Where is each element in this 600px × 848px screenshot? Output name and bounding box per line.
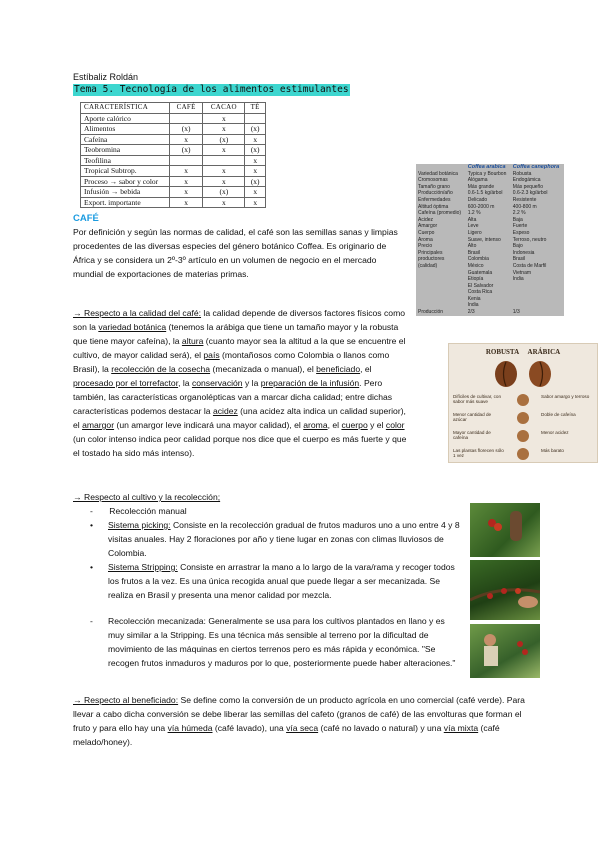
table-row: [81, 166, 266, 177]
dot-bullet: •: [90, 562, 94, 572]
table-row: [81, 113, 266, 124]
stripping-paragraph: [108, 560, 460, 602]
species-cell: Principales: [418, 249, 443, 256]
text-run: (café no lavado o natural) y una: [318, 723, 444, 733]
table-cell: (x): [203, 134, 245, 145]
species-cell: El Salvador: [467, 282, 494, 289]
table-row: [81, 134, 266, 145]
text-run: (un color intenso indica peor calidad porque nos dice que el cuerpo es más fuerte y que el tostado ha sido más intenso).: [73, 434, 407, 458]
table-cell: x: [245, 197, 266, 208]
species-cell: Kenia: [467, 295, 481, 302]
caffeine-icon: [517, 430, 529, 442]
table-cell: [245, 113, 266, 124]
species-cell: Aroma: [418, 236, 433, 243]
table-cell: Aporte calórico: [81, 113, 170, 124]
section-heading-cafe: CAFÉ: [73, 213, 99, 224]
species-cell: Altitud óptima: [418, 203, 449, 210]
species-cell: Cromosomas: [418, 177, 448, 184]
infographic-title: [449, 348, 597, 356]
dot-bullet: •: [90, 520, 94, 530]
table-cell: x: [170, 134, 203, 145]
species-cell: [416, 270, 466, 277]
cultivo-lead: [73, 490, 220, 504]
table-cell: Tropical Subtrop.: [81, 166, 170, 177]
text-run: , la: [178, 378, 192, 388]
species-cell: Más grande: [467, 183, 495, 190]
keyword: cuerpo: [341, 420, 368, 430]
manual-item: [90, 504, 187, 518]
dash-bullet: -: [90, 616, 93, 626]
stripping-title: Sistema Stripping:: [108, 562, 178, 572]
infographic-label: Menor acidez: [541, 430, 569, 435]
species-cell: Endogámica: [512, 177, 541, 184]
table-cell: [170, 113, 203, 124]
picking-photo: [470, 503, 540, 557]
species-row: [416, 309, 564, 316]
species-cell: Variedad botánica: [418, 170, 458, 177]
table-header-cell: CAFÉ: [170, 103, 203, 114]
picking-text: Consiste en la recolección gradual de frutos maduros uno a uno entre 4 y 8 visitas anuales. Hay 2 floraciones por año y tiene lugar en zonas con climas lluviosos de Colombia.: [108, 520, 460, 558]
table-cell: (x): [245, 124, 266, 135]
infographic-label: Difíciles de cultivar, con sabor más suave: [453, 394, 501, 405]
table-cell: (x): [245, 176, 266, 187]
species-cell: Suave, intenso: [467, 236, 501, 243]
species-row: [416, 270, 564, 277]
species-cell: Baja: [512, 216, 523, 223]
table-cell: x: [203, 113, 245, 124]
species-cell: Precio: [418, 243, 433, 250]
species-row: [416, 289, 564, 296]
species-cell: 400-800 m: [512, 203, 537, 210]
table-header-cell: CACAO: [203, 103, 245, 114]
species-cell: 1.2 %: [467, 210, 481, 217]
species-cell: 2.2 %: [512, 210, 526, 217]
table-cell: x: [170, 187, 203, 198]
species-cell: Ligero: [467, 229, 482, 236]
table-cell: (x): [170, 145, 203, 156]
table-header-row: [81, 103, 266, 114]
species-cell: Bajo: [512, 243, 523, 250]
infographic-label: Más barato: [541, 448, 564, 453]
species-header-cell: Coffea arabica: [467, 164, 506, 170]
species-row: [416, 217, 564, 224]
species-cell: [416, 289, 466, 296]
text-run: (café lavado), una: [212, 723, 287, 733]
species-cell: Fuerte: [512, 223, 528, 230]
species-cell: Cuerpo: [418, 229, 435, 236]
keyword: país: [203, 350, 220, 360]
species-cell: [511, 289, 564, 296]
table-row: [81, 197, 266, 208]
table-cell: x: [245, 166, 266, 177]
species-cell: Acidez: [418, 216, 434, 223]
text-run: (una acidez alta indica un calidad superior), el: [73, 406, 406, 430]
text-run: (un amargor leve indicará una mayor calidad), el: [114, 420, 304, 430]
text-run: (montañosos como Colombia o llanos como Brasil), la: [73, 350, 390, 374]
text-run: (mecanizada o manual), el: [210, 364, 317, 374]
species-table-image: [416, 164, 564, 316]
flower-icon: [517, 448, 529, 460]
species-cell: [416, 283, 466, 290]
species-row: [416, 190, 564, 197]
species-cell: Amargor: [418, 223, 438, 230]
keyword: preparación de la infusión: [260, 378, 360, 388]
intro-paragraph: Por definición y según las normas de calidad, el café son las semillas sanas y limpias procedentes de las diversas especies del género botánico Coffea. Es originario de África y se considera un 2º-3º artículo en un volumen de negocio en el mercado mundial de exportaciones de materias primas.: [73, 227, 398, 279]
species-cell: Robusta: [512, 170, 532, 177]
table-cell: x: [203, 197, 245, 208]
quality-paragraph: [73, 306, 408, 460]
beneficiado-paragraph: [73, 693, 533, 749]
table-cell: [170, 155, 203, 166]
species-row: [416, 223, 564, 230]
table-cell: Teobromina: [81, 145, 170, 156]
species-header-row: [416, 164, 564, 171]
hand-branch-image: [470, 560, 540, 620]
robusta-arabica-infographic: [448, 343, 598, 463]
author-name: Estíbaliz Roldán: [73, 72, 139, 82]
keyword: amargor: [82, 420, 115, 430]
coffee-beans-icon: [489, 360, 557, 388]
species-cell: Delicado: [467, 196, 488, 203]
species-row: [416, 197, 564, 204]
species-row: [416, 296, 564, 303]
text-run: (cuanto mayor sea la altitud a la que se encuentre el cultivo, de mayor calidad será), el: [73, 336, 406, 360]
table-cell: Proceso → sabor y color: [81, 176, 170, 187]
keyword: conservación: [191, 378, 243, 388]
stripping-photo: [470, 560, 540, 620]
species-cell: Alto: [467, 243, 477, 250]
text-run: . Pero también, las características organolépticas van a marcar dicha calidad; entre dichas características podemos destacar la: [73, 378, 393, 416]
text-run: (tenemos la arábiga que tiene un tamaño mayor y la robusta que tiene mayor cafeína), la: [73, 322, 399, 346]
species-row: [416, 256, 564, 263]
table-cell: x: [203, 124, 245, 135]
table-cell: (x): [245, 145, 266, 156]
table-cell: x: [245, 187, 266, 198]
species-row: [416, 204, 564, 211]
infographic-label: Las plantas florecen sólo 1 vez: [453, 448, 504, 459]
species-cell: [416, 276, 466, 283]
species-cell: [511, 302, 564, 309]
species-cell: Enfermedades: [418, 196, 451, 203]
species-cell: 0.6-2.3 kg/árbol: [512, 190, 548, 197]
table-row: [81, 145, 266, 156]
species-cell: Alógama: [467, 177, 488, 184]
keyword: vía seca: [286, 723, 319, 733]
text-run: la calidad depende de diversos factores físicos como son la: [73, 308, 406, 332]
species-row: [416, 243, 564, 250]
text-run: y la: [242, 378, 261, 388]
text-run: y el: [367, 420, 386, 430]
topic-title: Tema 5. Tecnología de los alimentos estimulantes: [74, 84, 349, 95]
sugar-icon: [517, 412, 529, 424]
species-cell: Terroso, neutro: [512, 236, 547, 243]
infographic-label: Sabor amargo y terroso: [541, 394, 590, 399]
species-cell: [416, 296, 466, 303]
species-cell: Costa Rica: [467, 289, 493, 296]
stripping-text: Consiste en arrastrar la mano a lo largo de la vara/rama y recoger todos los frutos a la vez. Es una única recogida anual que puede llegar a ser mecanizada. Se realiza en Brasil y presenta una menor calidad por mezcla.: [108, 562, 455, 600]
quality-lead: → Respecto a la calidad del café:: [73, 308, 202, 318]
keyword: procesado por el torrefactor: [73, 378, 179, 388]
table-row: [81, 187, 266, 198]
table-row: [81, 155, 266, 166]
keyword: vía mixta: [443, 723, 479, 733]
species-cell: Costa de Marfil: [512, 262, 547, 269]
text-run: , el: [327, 420, 342, 430]
infographic-label: Mayor cantidad de cafeína: [453, 430, 491, 441]
arabica-title: ARÁBICA: [527, 348, 561, 356]
table-row: [81, 124, 266, 135]
species-cell: (calidad): [418, 262, 438, 269]
comparison-table: [80, 102, 266, 208]
species-cell: Cafeína (promedio): [418, 210, 462, 217]
species-row: [416, 230, 564, 237]
coffee-cherries-image: [470, 503, 540, 557]
table-cell: x: [203, 145, 245, 156]
table-cell: Infusión → bebida: [81, 187, 170, 198]
keyword: recolección de la cosecha: [111, 364, 211, 374]
table-cell: x: [170, 166, 203, 177]
species-cell: [416, 302, 466, 309]
beneficiado-lead: → Respecto al beneficiado:: [73, 695, 179, 705]
cultivo-lead-text: → Respecto al cultivo y la recolección;: [73, 492, 221, 502]
keyword: color: [385, 420, 405, 430]
species-cell: 1/3: [512, 309, 520, 316]
species-cell: Tamaño grano: [418, 183, 450, 190]
robusta-title: ROBUSTA: [485, 348, 520, 356]
species-cell: Vietnam: [512, 269, 532, 276]
species-cell: India: [467, 302, 479, 309]
species-row: [416, 302, 564, 309]
species-row: [416, 184, 564, 191]
icon-column: [512, 392, 534, 460]
keyword: acidez: [212, 406, 238, 416]
harvest-worker-image: [470, 624, 540, 678]
sack-icon: [517, 394, 529, 406]
infographic-label: Doble de cafeína: [541, 412, 576, 417]
keyword: beneficiado: [316, 364, 361, 374]
species-cell: Resistente: [512, 196, 537, 203]
species-row: [416, 210, 564, 217]
species-cell: Brasil: [467, 249, 481, 256]
species-table: [416, 164, 564, 316]
picking-paragraph: [108, 518, 460, 560]
species-cell: Guatemala: [467, 269, 493, 276]
species-row: [416, 263, 564, 270]
species-cell: Espeso: [512, 229, 530, 236]
table-cell: (x): [170, 124, 203, 135]
table-cell: Export. importante: [81, 197, 170, 208]
species-cell: [511, 283, 564, 290]
species-cell: Etiopía: [467, 276, 484, 283]
table-cell: x: [203, 166, 245, 177]
species-row: [416, 171, 564, 178]
text-run: Se define como la conversión de un producto agrícola en uno comercial (café verde). Para llevar a cabo dicha conversión se debe liberar las semillas del cafeto (granos de café) de las envolturas que forman el fruto y para ello hay una: [73, 695, 525, 733]
species-cell: 2/3: [467, 309, 475, 316]
table-header-cell: TÉ: [245, 103, 266, 114]
table-cell: [203, 155, 245, 166]
species-cell: Producción/año: [418, 190, 453, 197]
keyword: aroma: [303, 420, 328, 430]
keyword: variedad botánica: [98, 322, 167, 332]
picking-title: Sistema picking:: [108, 520, 171, 530]
table-cell: x: [245, 155, 266, 166]
species-cell: Más pequeño: [512, 183, 544, 190]
text-run: , el: [360, 364, 372, 374]
table-cell: Alimentos: [81, 124, 170, 135]
species-cell: 0.6-1.5 kg/árbol: [467, 190, 503, 197]
infographic-label: Menor cantidad de azúcar: [453, 412, 492, 423]
table-row: [81, 176, 266, 187]
table-cell: x: [203, 176, 245, 187]
mecanizada-paragraph: Recolección mecanizada: Generalmente se usa para los cultivos plantados en llano y es muy similar a la Stripping. Es una técnica más sensible al terreno por la dificultad de movimiento de las máquinas en ciertos terrenos pero es más rápida y económica. "Se recogen frutos inmaduros y maduros por lo que, posteriormente puede haber alteraciones.": [108, 616, 456, 668]
table-cell: Cafeína: [81, 134, 170, 145]
species-row: [416, 250, 564, 257]
keyword: vía húmeda: [167, 723, 213, 733]
species-row: [416, 237, 564, 244]
species-cell: Indonesia: [512, 249, 535, 256]
species-cell: 600-2000 m: [467, 203, 495, 210]
species-cell: [511, 296, 564, 303]
keyword: altura: [181, 336, 204, 346]
table-header-cell: CARACTERÍSTICA: [81, 103, 170, 114]
species-cell: productores: [418, 256, 445, 263]
table-cell: x: [170, 176, 203, 187]
table-cell: (x): [203, 187, 245, 198]
species-header-cell: Coffea canephora: [512, 164, 560, 170]
species-cell: Producción: [418, 309, 444, 316]
table-cell: x: [245, 134, 266, 145]
table-cell: Teofilina: [81, 155, 170, 166]
species-cell: México: [467, 262, 484, 269]
species-cell: Colombia: [467, 256, 489, 263]
species-cell: Brasil: [512, 256, 526, 263]
species-row: [416, 283, 564, 290]
species-cell: Leve: [467, 223, 479, 230]
species-cell: Alta: [467, 216, 477, 223]
species-header-cell: [416, 164, 466, 171]
species-row: [416, 177, 564, 184]
mechanized-photo: [470, 624, 540, 678]
species-cell: India: [512, 276, 524, 283]
species-cell: Typica y Bourbon: [467, 170, 507, 177]
manual-label: Recolección manual: [109, 506, 187, 516]
species-row: [416, 276, 564, 283]
table-cell: x: [170, 197, 203, 208]
dash-bullet: -: [90, 506, 93, 516]
text-run: (café melado/honey).: [73, 723, 500, 747]
